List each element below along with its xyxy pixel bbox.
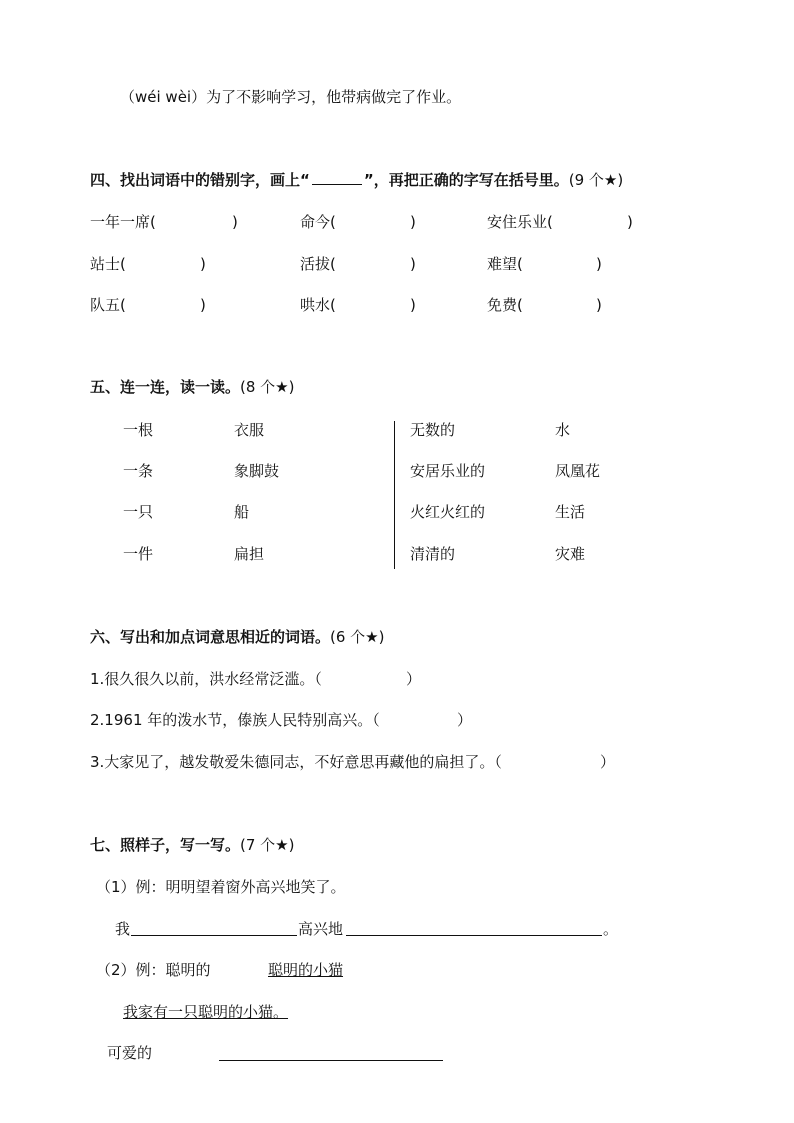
match-right-a-3[interactable]: 火红火红的	[410, 503, 486, 521]
s4-r1-c3-b[interactable]: )	[627, 213, 633, 231]
match-left-b-3[interactable]: 船	[234, 503, 250, 521]
s7-example-2: （2）例：聪明的	[96, 961, 211, 979]
section4-heading-part1: 四、找出词语中的错别字，画上“	[90, 171, 310, 189]
s7-ex1-blank-2[interactable]	[346, 935, 602, 936]
s4-r2-c2-b[interactable]: )	[410, 255, 416, 273]
s4-r2-c3-a: 难望(	[487, 255, 523, 273]
s4-r2-c1-b[interactable]: )	[200, 255, 206, 273]
s4-r1-c3-a: 安住乐业(	[487, 213, 553, 231]
s4-r1-c2-b[interactable]: )	[410, 213, 416, 231]
section5-heading-text: 五、连一连，读一读。	[90, 378, 241, 396]
section6-heading-text: 六、写出和加点词意思相近的词语。	[90, 628, 331, 646]
s6-item-2-close[interactable]: ）	[457, 711, 473, 729]
s6-item-1-close[interactable]: ）	[406, 670, 422, 688]
s4-r3-c1-b[interactable]: )	[200, 296, 206, 314]
s4-r2-c1-a: 站士(	[90, 255, 126, 273]
s4-r3-c2-a: 哄水(	[300, 296, 336, 314]
section4-heading-part2: ”，再把正确的字写在括号里。	[363, 171, 569, 189]
section7-heading-text: 七、照样子，写一写。	[90, 836, 241, 854]
s7-ex2-word: 可爱的	[107, 1044, 153, 1062]
s7-ex2-sentence: 我家有一只聪明的小猫。	[123, 1003, 289, 1021]
s7-ex1-word-a: 我	[115, 920, 131, 938]
match-left-b-1[interactable]: 衣服	[234, 421, 265, 439]
s4-r1-c1-b[interactable]: )	[232, 213, 238, 231]
match-right-b-1[interactable]: 水	[555, 421, 571, 439]
section7-heading	[90, 835, 294, 855]
s4-r3-c3-a: 免费(	[487, 296, 523, 314]
match-right-b-4[interactable]: 灾难	[555, 545, 586, 563]
match-right-b-3[interactable]: 生活	[555, 503, 586, 521]
s6-item-1: 1.很久很久以前，洪水经常泛滥。（	[90, 670, 322, 688]
match-right-a-1[interactable]: 无数的	[410, 421, 456, 439]
section4-heading	[90, 170, 623, 190]
s6-item-3: 3.大家见了，越发敬爱朱德同志，不好意思再藏他的扁担了。（	[90, 753, 502, 771]
match-left-b-4[interactable]: 扁担	[234, 545, 265, 563]
s4-r1-c2-a: 命今(	[300, 213, 336, 231]
section5-heading	[90, 377, 294, 397]
match-left-a-4[interactable]: 一件	[123, 545, 154, 563]
match-right-a-2[interactable]: 安居乐业的	[410, 462, 486, 480]
s4-r2-c3-b[interactable]: )	[596, 255, 602, 273]
section7-points: (7 个★)	[240, 836, 295, 854]
s7-ex2-blank[interactable]	[219, 1060, 443, 1061]
section4-points: (9 个★)	[568, 171, 624, 189]
section5-points: (8 个★)	[240, 378, 295, 396]
s4-r3-c1-a: 队五(	[90, 296, 126, 314]
s6-item-3-close[interactable]: ）	[600, 753, 616, 771]
s4-r3-c2-b[interactable]: )	[410, 296, 416, 314]
s7-ex2-phrase: 聪明的小猫	[268, 961, 344, 979]
match-left-a-3[interactable]: 一只	[123, 503, 154, 521]
s6-item-2: 2.1961 年的泼水节，傣族人民特别高兴。（	[90, 711, 380, 729]
divider-line	[394, 421, 395, 569]
match-right-a-4[interactable]: 清清的	[410, 545, 456, 563]
underline-sample	[312, 170, 362, 185]
s4-r2-c2-a: 活拔(	[300, 255, 336, 273]
section6-points: (6 个★)	[330, 628, 385, 646]
intro-sentence: （wéi wèi）为了不影响学习，他带病做完了作业。	[120, 88, 462, 106]
match-right-b-2[interactable]: 凤凰花	[555, 462, 601, 480]
match-left-b-2[interactable]: 象脚鼓	[234, 462, 280, 480]
s7-ex1-blank-1[interactable]	[131, 935, 297, 936]
s7-ex1-word-b: 高兴地	[298, 920, 344, 938]
s4-r3-c3-b[interactable]: )	[596, 296, 602, 314]
section6-heading	[90, 627, 384, 647]
match-left-a-1[interactable]: 一根	[123, 421, 154, 439]
s4-r1-c1-a: 一年一席(	[90, 213, 156, 231]
s7-example-1: （1）例：明明望着窗外高兴地笑了。	[96, 878, 346, 896]
match-left-a-2[interactable]: 一条	[123, 462, 154, 480]
s7-ex1-period: 。	[603, 920, 619, 938]
